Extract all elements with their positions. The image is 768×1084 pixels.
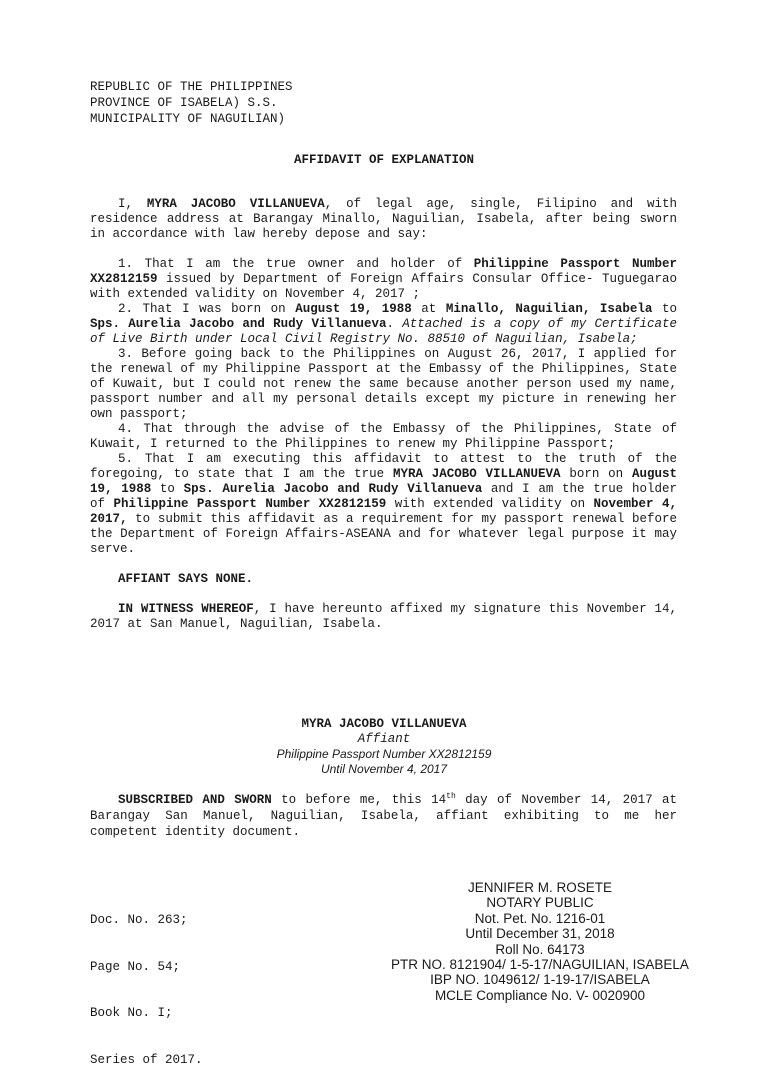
affiant-signature-block (0, 717, 768, 777)
series-year: Series of 2017. (90, 1052, 203, 1067)
witness-paragraph: IN WITNESS WHEREOF, I have hereunto affixed my signature this November 14, 2017 at San Manuel, Naguilian, Isabela. (90, 602, 677, 631)
notary-petition: Not. Pet. No. 1216-01 (474, 910, 606, 926)
affiant-name-inline: MYRA JACOBO VILLANUEVA (146, 197, 325, 211)
page-number: Page No. 54; (90, 959, 181, 974)
notary-title: NOTARY PUBLIC (486, 895, 594, 911)
notary-mcle: MCLE Compliance No. V- 0020900 (434, 987, 646, 1003)
affidavit-body (90, 197, 677, 632)
item-5: 5. That I am executing this affidavit to attest to the truth of the foregoing, to state that I am the true MYRA JACOBO VILLANUEVA born on August 19, 1988 to Sps. Aurelia Jacobo and Rudy Villanueva and I am the true holder of Philippine Passport Number XX2812159 with extended validity on November 4, 2017, to submit this affidavit as a requirement for my passport renewal before the Department of Foreign Affairs-ASEANA and for whatever legal purpose it may serve. (90, 452, 677, 556)
affiant-name: MYRA JACOBO VILLANUEVA (301, 717, 467, 731)
notary-name: JENNIFER M. ROSETE (467, 880, 612, 895)
document-title: AFFIDAVIT OF EXPLANATION (293, 153, 475, 167)
book-number: Book No. I; (90, 1006, 173, 1020)
affiant-role: Affiant (357, 732, 411, 746)
intro-paragraph: I, MYRA JACOBO VILLANUEVA, of legal age, single, Filipino and with residence address at Barangay Minallo, Naguilian, Isabela, after being sworn in accordance with law hereby depose and say: (90, 197, 677, 241)
notary-roll: Roll No. 64173 (495, 941, 585, 957)
header-province: PROVINCE OF ISABELA) S.S. (90, 96, 278, 110)
notary-ibp: IBP NO. 1049612/ 1-19-17/ISABELA (430, 972, 650, 988)
doc-number: Doc. No. 263; (90, 913, 188, 927)
notary-block (382, 880, 698, 1003)
item-4: 4. That through the advise of the Embassy of the Philippines, State of Kuwait, I returned to the Philippines to renew my Philippine Passport; (90, 422, 677, 451)
notary-until: Until December 31, 2018 (465, 926, 615, 942)
document-header (90, 79, 293, 127)
item-1: 1. That I am the true owner and holder of Philippine Passport Number XX2812159 issued by Department of Foreign Affairs Consular Office- Tuguegarao with extended validity on November 4, 2017 ; (90, 257, 677, 301)
affiant-passport-validity: Until November 4, 2017 (320, 762, 448, 776)
subscribed-paragraph: SUBSCRIBED AND SWORN to before me, this 14th day of November 14, 2017 at Barangay San Manuel, Naguilian, Isabela, affiant exhibiting to me her competent identity document. (90, 791, 677, 839)
header-municipality: MUNICIPALITY OF NAGUILIAN) (90, 112, 286, 126)
affiant-says-none: AFFIANT SAYS NONE. (118, 572, 254, 586)
item-2: 2. That I was born on August 19, 1988 at Minallo, Naguilian, Isabela to Sps. Aurelia Jacobo and Rudy Villanueva. Attached is a copy of my Certificate of Live Birth under Local Civil Registry No. 88510 of Naguilian, Isabela; (90, 302, 677, 346)
doc-registry-info (90, 882, 203, 1084)
affiant-passport: Philippine Passport Number XX2812159 (276, 747, 492, 761)
item-3: 3. Before going back to the Philippines on August 26, 2017, I applied for the renewal of my Philippine Passport at the Embassy of the Philippines, State of Kuwait, but I could not renew the same because another person used my name, passport number and all my personal details except my picture in renewing her own passport; (90, 347, 677, 421)
header-republic: REPUBLIC OF THE PHILIPPINES (90, 80, 293, 94)
notary-ptr: PTR NO. 8121904/ 1-5-17/NAGUILIAN, ISABELA (391, 957, 689, 973)
